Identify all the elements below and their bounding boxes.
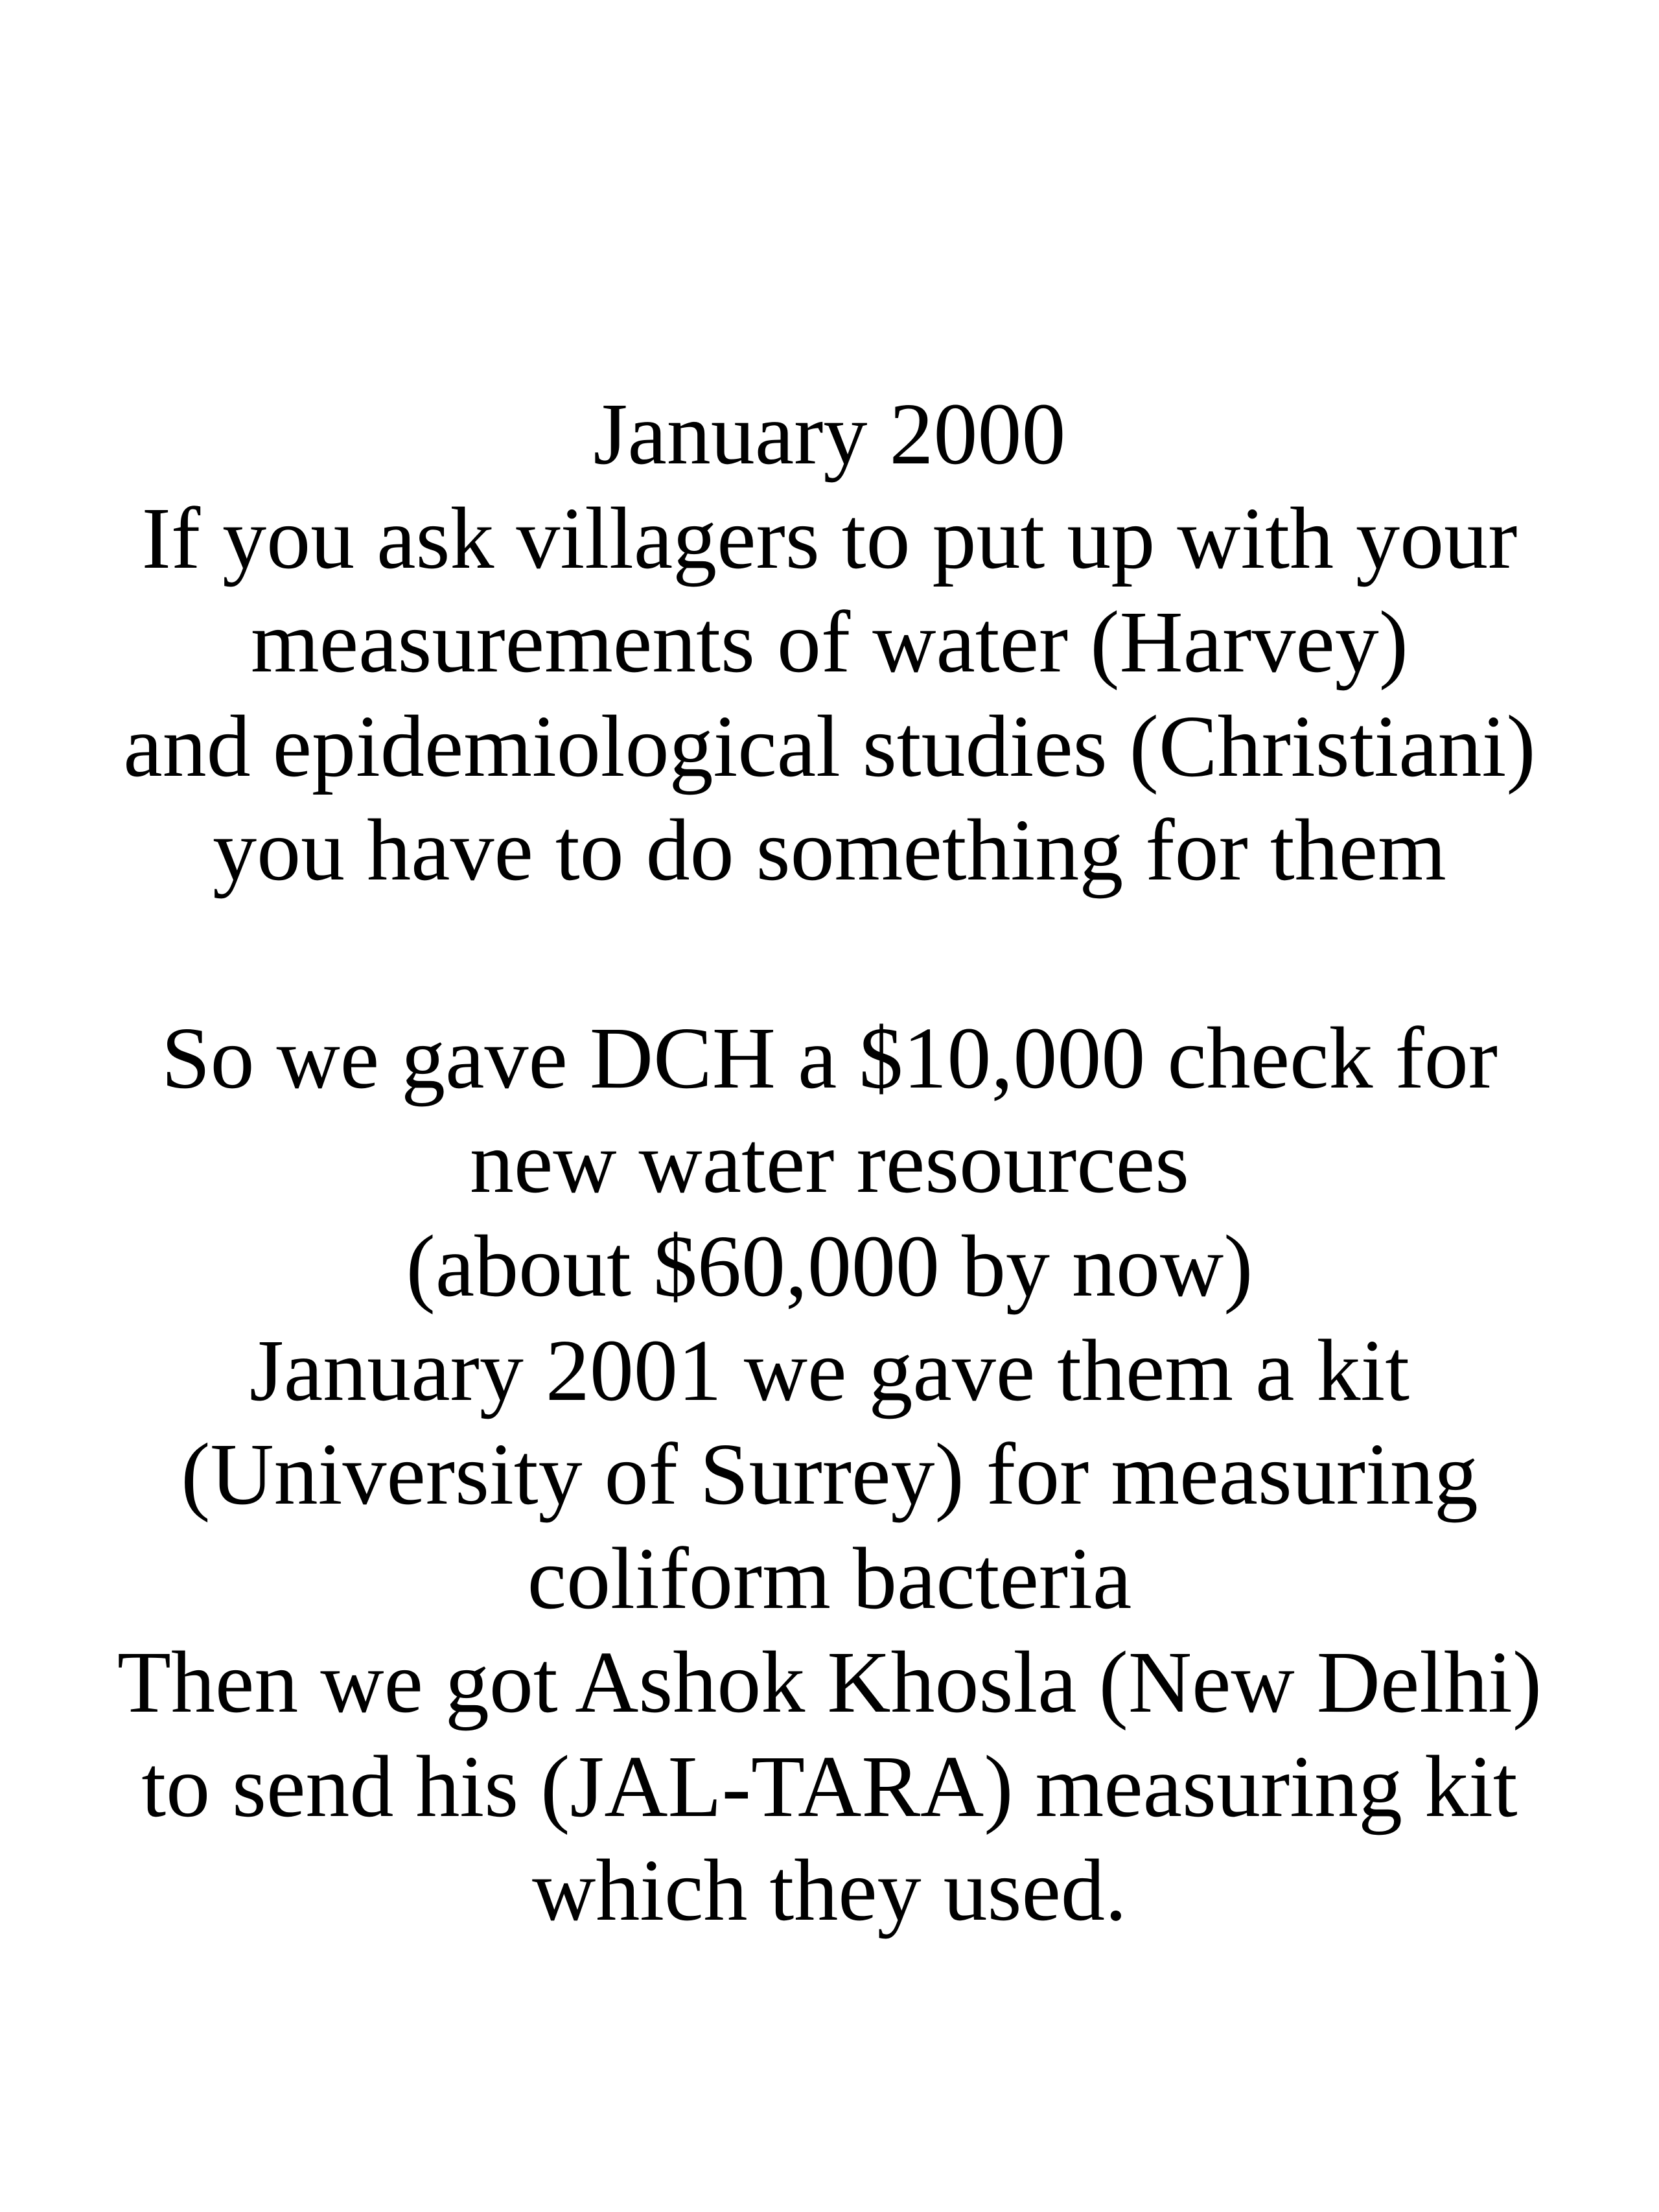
text-line: new water resources <box>469 1113 1190 1211</box>
text-line: measurements of water (Harvey) <box>250 594 1409 691</box>
text-line: which they used. <box>532 1842 1127 1939</box>
text-line: to send his (JAL-TARA) measuring kit <box>141 1738 1518 1835</box>
text-line: Then we got Ashok Khosla (New Delhi) <box>117 1634 1542 1731</box>
text-line: coliform bacteria <box>527 1530 1132 1627</box>
date-heading: January 2000 <box>593 386 1066 483</box>
text-line: January 2001 we gave them a kit <box>249 1321 1410 1419</box>
text-line: (University of Surrey) for measuring <box>181 1426 1478 1523</box>
text-line: you have to do something for them <box>213 802 1446 899</box>
text-line: So we gave DCH a $10,000 check for <box>161 1010 1498 1107</box>
text-line: and epidemiological studies (Christiani) <box>123 697 1536 795</box>
paragraph-gap <box>0 903 1659 1007</box>
text-line: If you ask villagers to put up with your <box>141 489 1518 587</box>
slide-text-body <box>0 382 1659 1943</box>
text-line: (about $60,000 by now) <box>406 1218 1253 1315</box>
